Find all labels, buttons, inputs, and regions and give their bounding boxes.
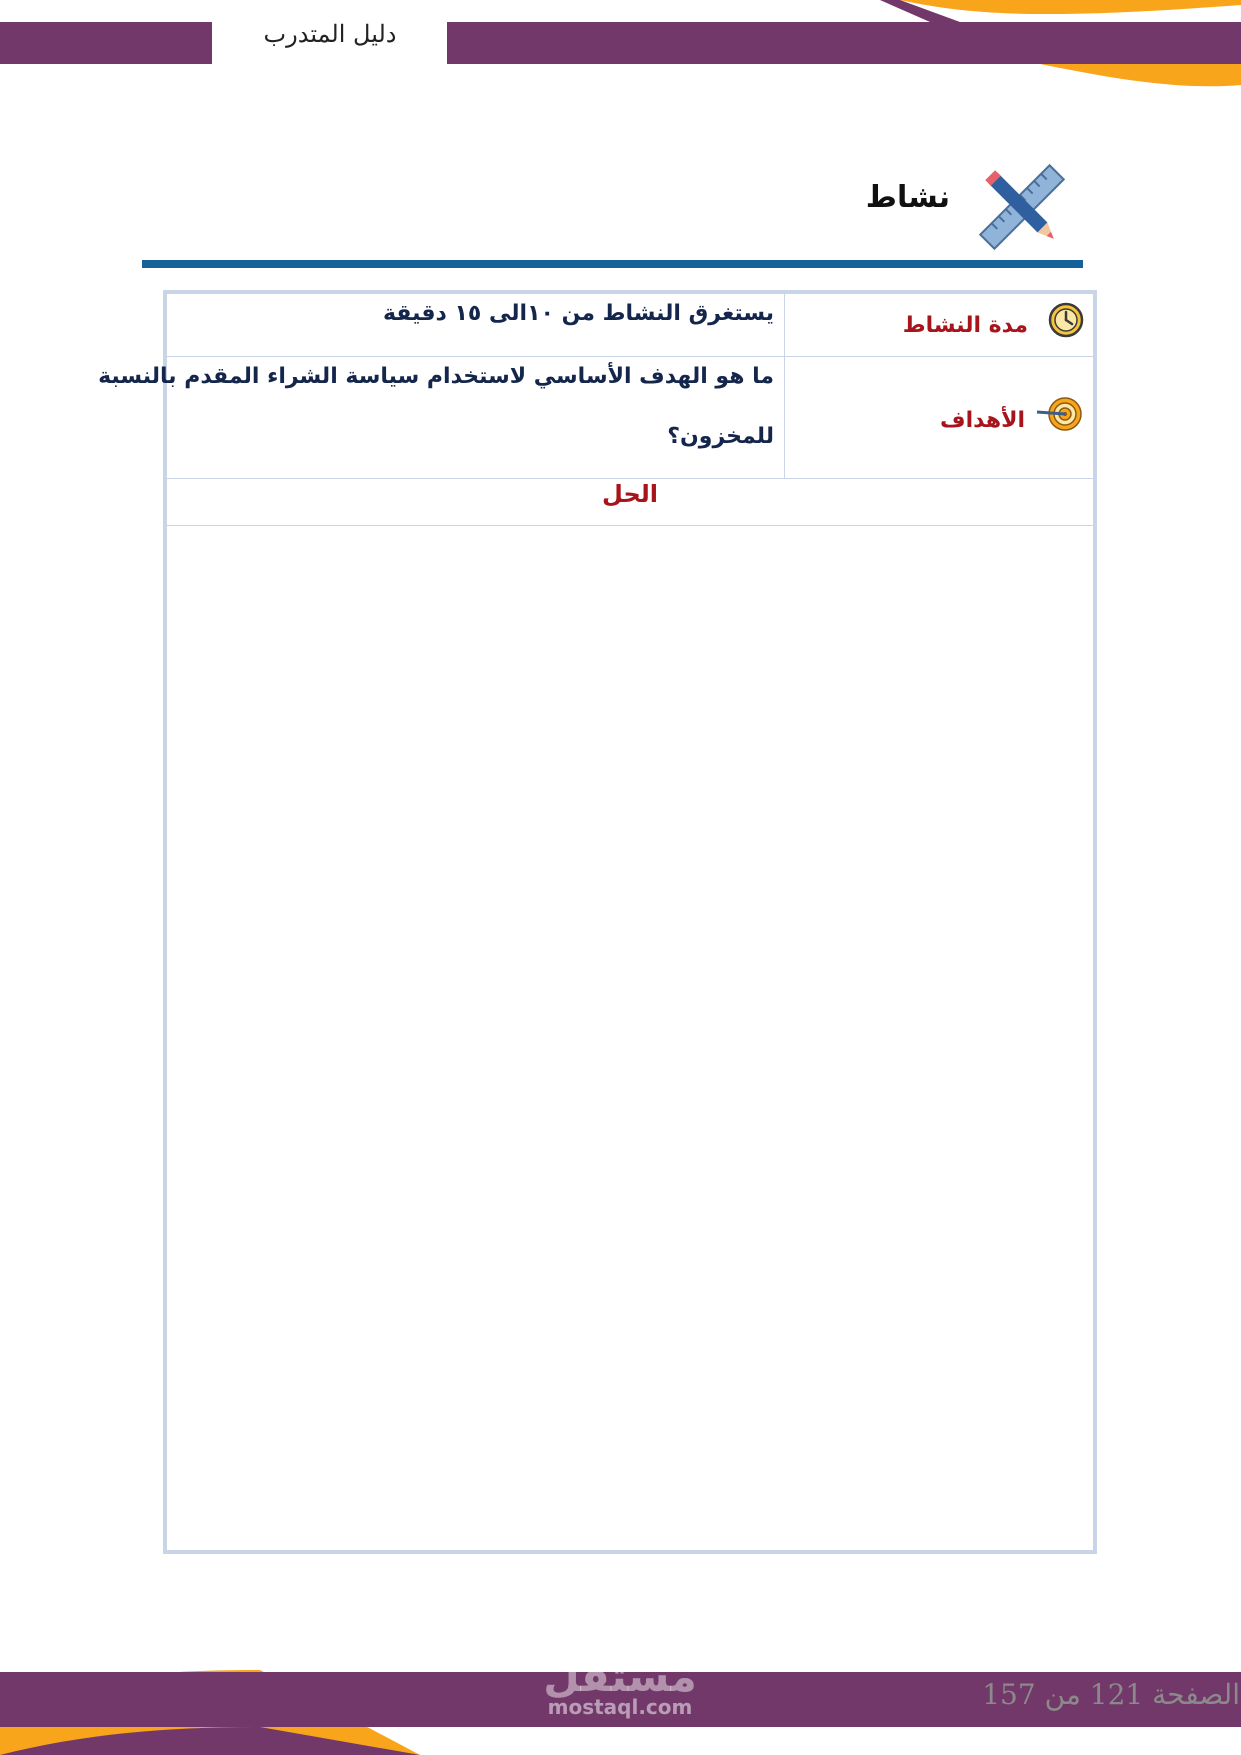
pencil-ruler-icon [975, 160, 1070, 255]
clock-icon [1048, 302, 1084, 338]
duration-label: مدة النشاط [902, 313, 1028, 338]
page-number: الصفحة 121 من 157 [982, 1678, 1240, 1711]
header-bar-left [0, 22, 212, 64]
duration-value: يستغرق النشاط من ١٠الى ١٥ دقيقة [382, 301, 774, 326]
target-icon [1035, 394, 1085, 434]
header-decoration [0, 0, 1241, 100]
section-divider [142, 260, 1083, 268]
section-title: نشاط [865, 180, 950, 215]
solution-heading: الحل [602, 480, 658, 508]
objectives-value-line1: ما هو الهدف الأساسي لاستخدام سياسة الشراء المقدم بالنسبة [98, 364, 774, 389]
objectives-label: الأهداف [940, 408, 1025, 433]
header-wave-orange [900, 0, 1241, 14]
column-divider [784, 293, 785, 478]
document-title: دليل المتدرب [263, 20, 397, 48]
watermark-logo-latin: mostaql.com [547, 1695, 693, 1719]
row-divider [166, 525, 1094, 526]
header-wave-orange-lower [1040, 64, 1241, 86]
header-bar-right [447, 22, 1241, 64]
row-divider [166, 478, 1094, 479]
objectives-value-line2: للمخزون؟ [667, 424, 774, 449]
watermark-logo-arabic: مستقل [543, 1652, 697, 1701]
